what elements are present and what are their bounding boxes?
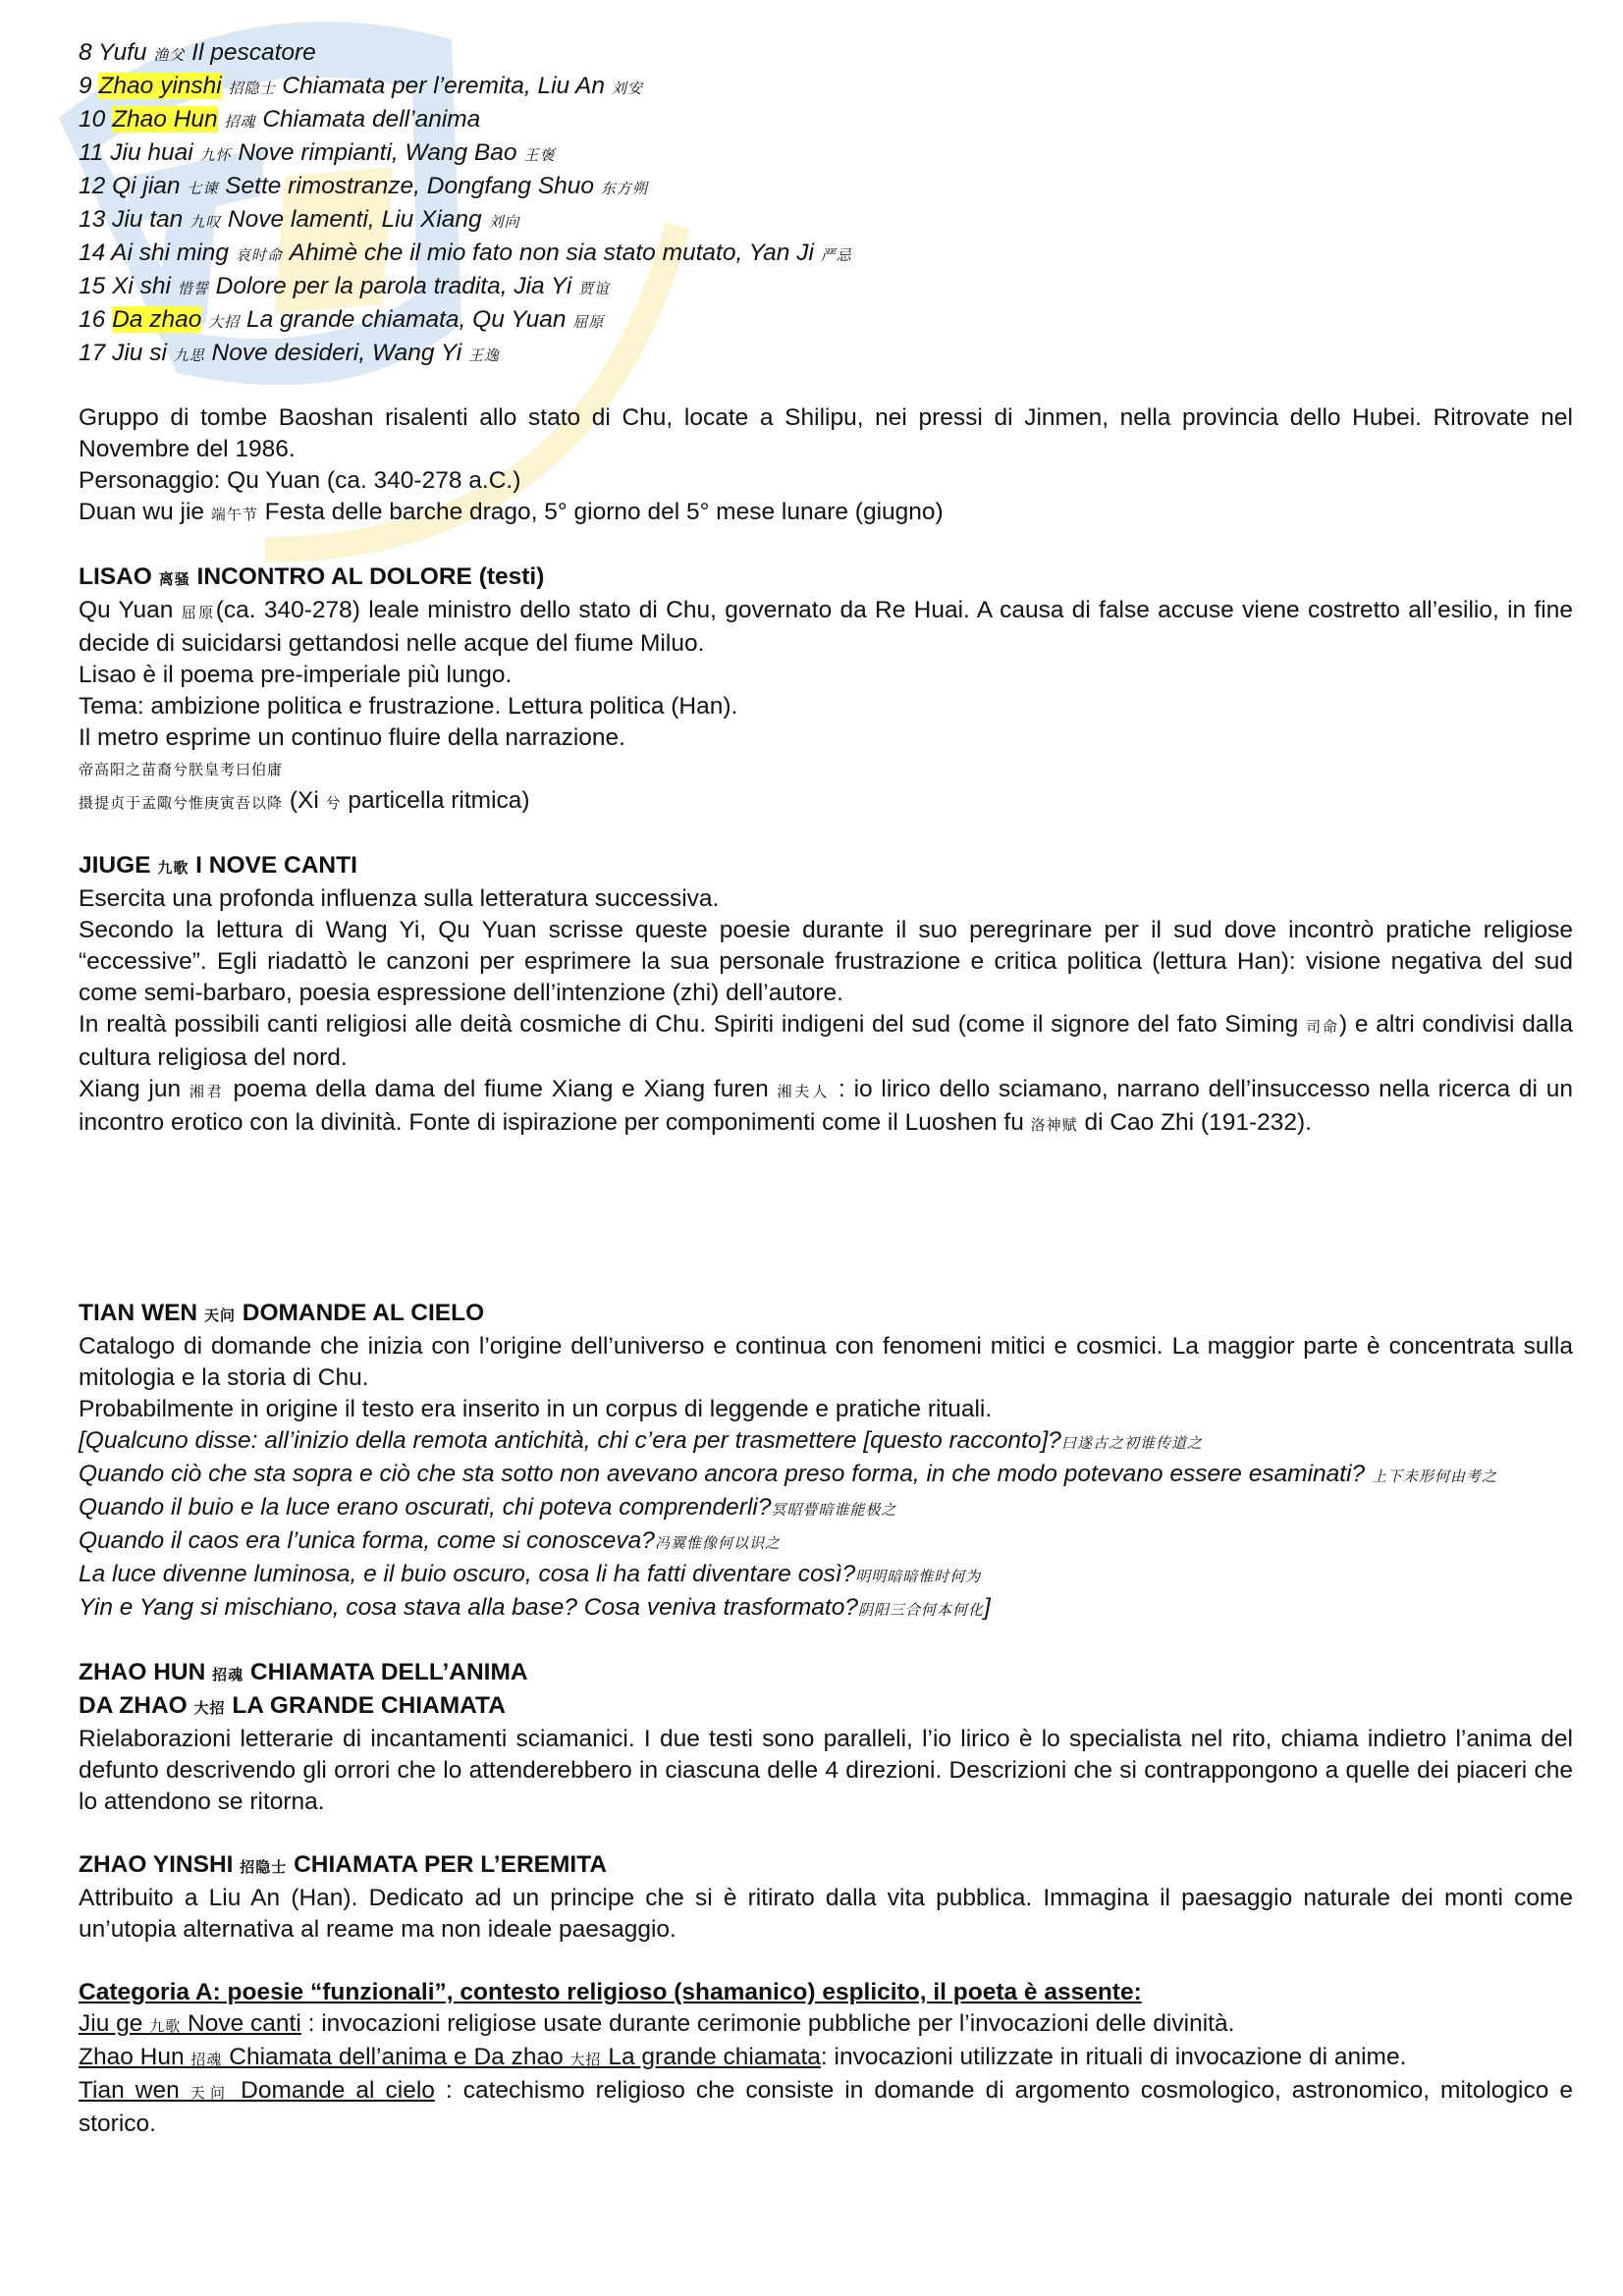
paragraph: In realtà possibili canti religiosi alle deità cosmiche di Chu. Spiriti indigeni del sud (come il signore del fato Siming 司命) e altri condivisi dalla cultura religiosa del nord. xyxy=(79,1011,1573,1071)
highlight: Zhao Hun xyxy=(112,106,218,133)
paragraph: Catalogo di domande che inizia con l’origine dell’universo e continua con fenomeni mitici e cosmici. La maggior parte è concentrata sulla mitologia e la storia di Chu. xyxy=(79,1333,1573,1391)
section-heading: ZHAO HUN 招魂 CHIAMATA DELL’ANIMA xyxy=(79,1659,528,1685)
paragraph: Gruppo di tombe Baoshan risalenti allo stato di Chu, locate a Shilipu, nei pressi di Jinmen, nella provincia dello Hubei. Ritrovate nel Novembre del 1986. xyxy=(79,404,1573,462)
list-item: 16 Da zhao 大招 La grande chiamata, Qu Yuan 屈原 xyxy=(79,306,605,333)
paragraph: Secondo la lettura di Wang Yi, Qu Yuan scrisse queste poesie durante il suo peregrinare per il sud dove incontrò pratiche religiose “eccessive”. Egli riadattò le canzoni per esprimere la sua personale frustrazione e critica politica (lettura Han): visione negativa del sud come semi-barbaro, poesia espressione dell’intenzione (zhi) dell’autore. xyxy=(79,917,1573,1006)
zhaohun-section xyxy=(79,1657,1573,1818)
paragraph: Xiang jun 湘君 poema della dama del fiume Xiang e Xiang furen 湘夫人 : io lirico dello sciamano, narrano dell’insuccesso nella ricerca di un incontro erotico con la divinità. Fonte di ispirazione per componimenti come il Luoshen fu 洛神赋 di Cao Zhi (191-232). xyxy=(79,1076,1573,1136)
paragraph: Lisao è il poema pre-imperiale più lungo. xyxy=(79,662,513,688)
tianwen-section xyxy=(79,1298,1573,1626)
list-item: Zhao Hun 招魂 Chiamata dell’anima e Da zhao 大招 La grande chiamata: invocazioni utilizzate in rituali di invocazione di anime. xyxy=(79,2044,1407,2070)
highlight: Zhao yinshi xyxy=(98,73,222,99)
paragraph: Personaggio: Qu Yuan (ca. 340-278 a.C.) xyxy=(79,467,521,494)
paragraph: Esercita una profonda influenza sulla letteratura successiva. xyxy=(79,885,720,912)
section-heading: ZHAO YINSHI 招隐士 CHIAMATA PER L’EREMITA xyxy=(79,1851,608,1878)
chinese-verse: 帝高阳之苗裔兮朕皇考曰伯庸 xyxy=(79,761,284,778)
paragraph: Probabilmente in origine il testo era inserito in un corpus di leggende e pratiche rituali. xyxy=(79,1396,993,1422)
list-item: Jiu ge 九歌 Nove canti : invocazioni religiose usate durante cerimonie pubbliche per l’invocazioni delle divinità. xyxy=(79,2010,1235,2037)
question-line: Quando ciò che sta sopra e ciò che sta sotto non avevano ancora preso forma, in che modo potevano essere esaminati? 上下未形何由考之 xyxy=(79,1461,1498,1487)
question-line: Quando il buio e la luce erano oscurati, chi poteva comprenderli?冥昭瞢暗谁能极之 xyxy=(79,1494,897,1521)
list-item: 15 Xi shi 惜誓 Dolore per la parola tradita, Jia Yi 贾谊 xyxy=(79,273,611,299)
list-item: 12 Qi jian 七谏 Sette rimostranze, Dongfang Shuo 东方朔 xyxy=(79,173,648,199)
question-line: Quando il caos era l’unica forma, come si conosceva?冯翼惟像何以识之 xyxy=(79,1527,781,1554)
question-line: [Qualcuno disse: all’inizio della remota antichità, chi c’era per trasmettere [questo racconto]?曰遂古之初谁传道之 xyxy=(79,1427,1203,1454)
list-item: 11 Jiu huai 九怀 Nove rimpianti, Wang Bao 王褒 xyxy=(79,139,556,166)
document-page xyxy=(79,37,1573,2140)
list-item: 9 Zhao yinshi 招隐士 Chiamata per l’eremita, Liu An 刘安 xyxy=(79,73,643,99)
zhaoyinshi-section xyxy=(79,1849,1573,1946)
section-heading: Categoria A: poesie “funzionali”, contesto religioso (shamanico) esplicito, il poeta è assente: xyxy=(79,1979,1142,2005)
categoria-section xyxy=(79,1977,1573,2140)
paragraph: Attribuito a Liu An (Han). Dedicato ad un principe che si è ritirato dalla vita pubblica. Immagina il paesaggio naturale dei monti come un’utopia alternativa al reame ma non ideale paesaggio. xyxy=(79,1885,1573,1943)
list-item: 10 Zhao Hun 招魂 Chiamata dell’anima xyxy=(79,106,481,133)
list-item: 8 Yufu 渔父 Il pescatore xyxy=(79,39,316,66)
question-line: La luce divenne luminosa, e il buio oscuro, cosa li ha fatti diventare così?明明暗暗惟时何为 xyxy=(79,1561,982,1587)
chinese-verse: 摄提贞于孟陬兮惟庚寅吾以降 (Xi 兮 particella ritmica) xyxy=(79,787,530,814)
list-item: Tian wen 天问 Domande al cielo : catechismo religioso che consiste in domande di argomento cosmologico, astronomico, mitologico e storico. xyxy=(79,2077,1573,2137)
baoshan-section xyxy=(79,402,1573,530)
paragraph: Il metro esprime un continuo fluire della narrazione. xyxy=(79,724,625,751)
lisao-section xyxy=(79,561,1573,819)
paragraph: Duan wu jie 端午节 Festa delle barche drago, 5° giorno del 5° mese lunare (giugno) xyxy=(79,499,944,525)
list-item: 17 Jiu si 九思 Nove desideri, Wang Yi 王逸 xyxy=(79,340,501,366)
paragraph: Qu Yuan 屈原(ca. 340-278) leale ministro dello stato di Chu, governato da Re Huai. A causa di false accuse viene costretto all’esilio, in fine decide di suicidarsi gettandosi nelle acque del fiume Miluo. xyxy=(79,597,1573,657)
section-heading: DA ZHAO 大招 LA GRANDE CHIAMATA xyxy=(79,1692,506,1719)
paragraph: Rielaborazioni letterarie di incantamenti sciamanici. I due testi sono paralleli, l’io lirico è lo specialista nel rito, chiama indietro l’anima del defunto descrivendo gli orrori che lo attenderebbero in ciascuna delle 4 direzioni. Descrizioni che si contrappongono a quelle dei piaceri che lo attendono se ritorna. xyxy=(79,1726,1573,1815)
list-item: 14 Ai shi ming 哀时命 Ahimè che il mio fato non sia stato mutato, Yan Ji 严忌 xyxy=(79,240,852,266)
poem-list xyxy=(79,37,1573,371)
list-item: 13 Jiu tan 九叹 Nove lamenti, Liu Xiang 刘向 xyxy=(79,206,520,233)
section-heading: TIAN WEN 天问 DOMANDE AL CIELO xyxy=(79,1300,485,1326)
section-heading: LISAO 离骚 INCONTRO AL DOLORE (testi) xyxy=(79,563,545,590)
paragraph: Tema: ambizione politica e frustrazione. Lettura politica (Han). xyxy=(79,693,738,720)
section-heading: JIUGE 九歌 I NOVE CANTI xyxy=(79,852,357,879)
jiuge-section xyxy=(79,850,1573,1141)
highlight: Da zhao xyxy=(112,306,202,333)
question-line: Yin e Yang si mischiano, cosa stava alla base? Cosa veniva trasformato?阴阳三合何本何化] xyxy=(79,1594,991,1621)
